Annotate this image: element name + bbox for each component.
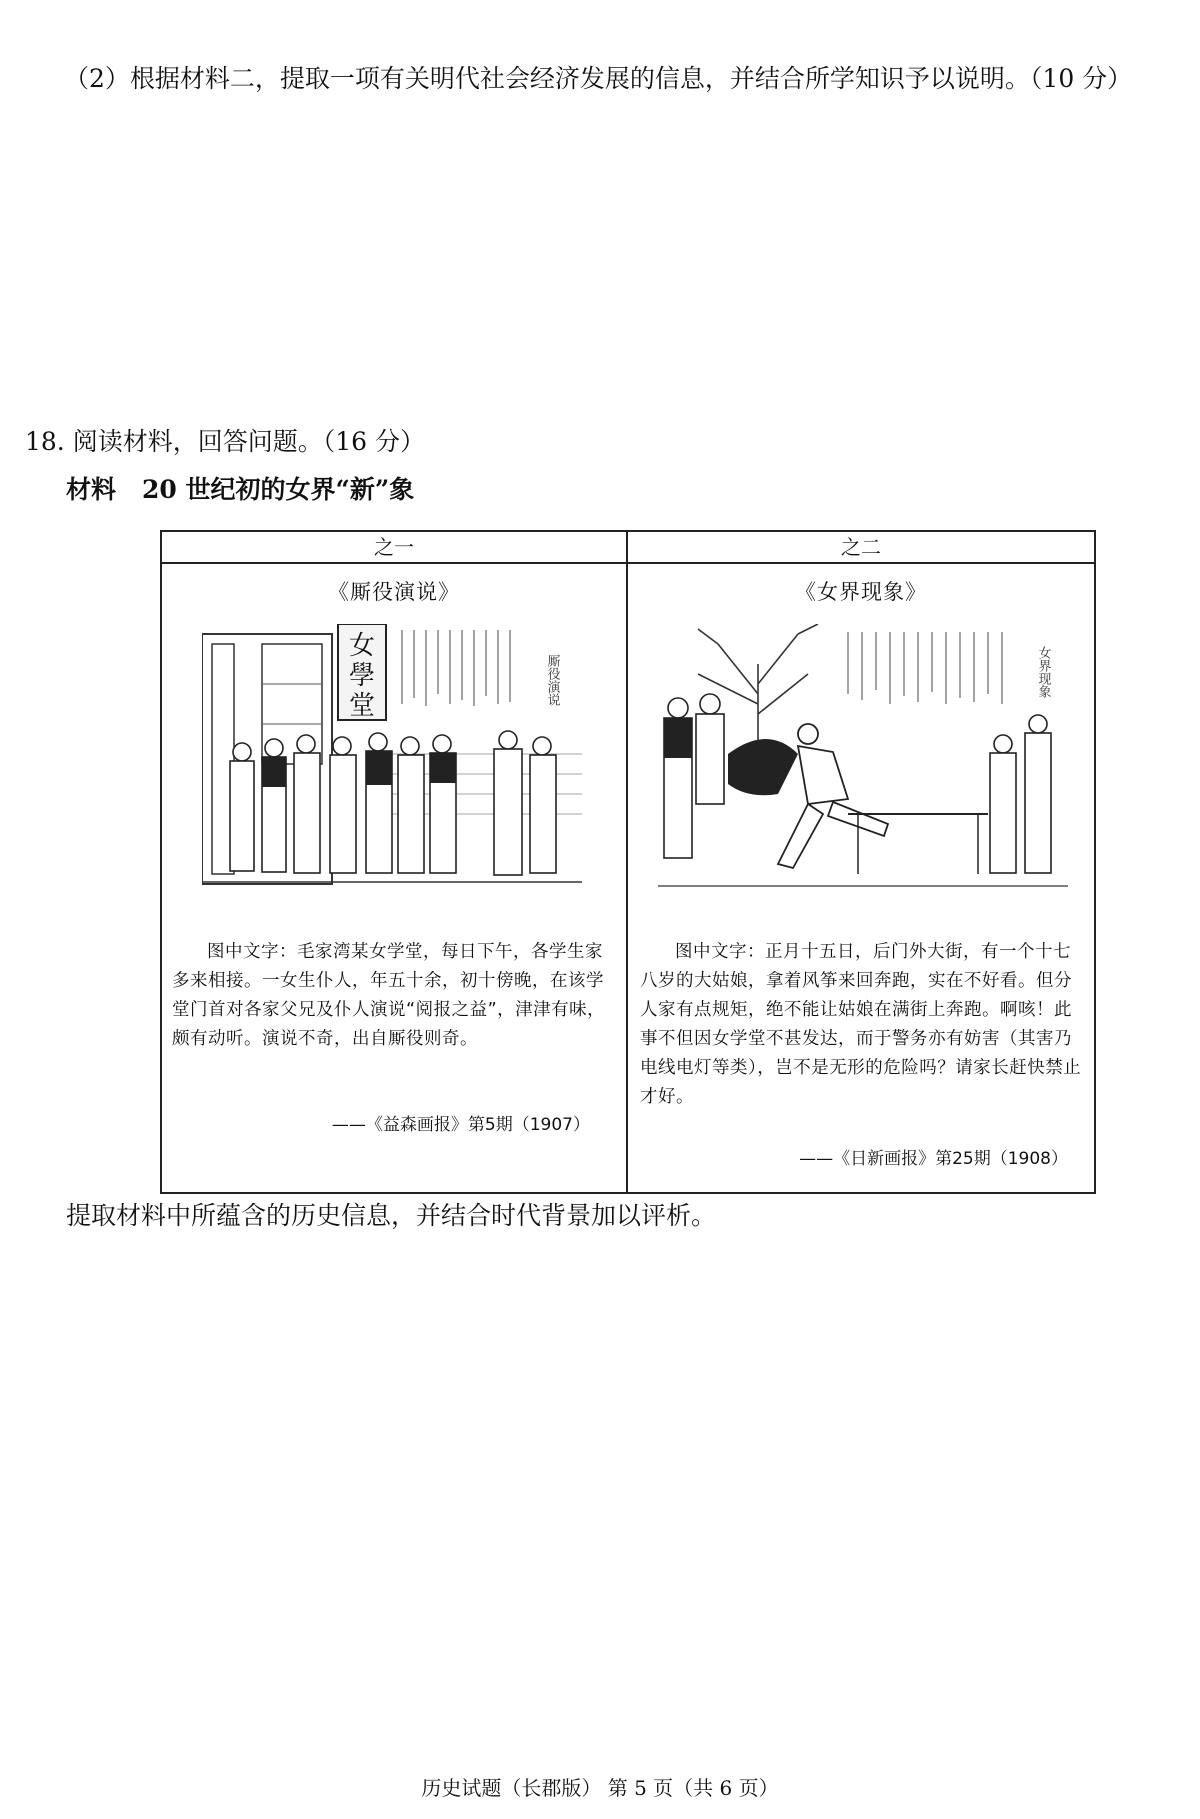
panel-2-title: 《女界现象》 bbox=[795, 580, 927, 604]
kite-girl-illustration bbox=[658, 624, 1068, 914]
panel-1-caption: 图中文字：毛家湾某女学堂，每日下午，各学生家多来相接。一女生仆人，年五十余，初十傍晚，在该学堂门首对各家父兄及仆人演说“阅报之益”，津津有味，颇有动听。演说不奇，出自厮役则奇。 bbox=[172, 942, 606, 1049]
material-panel-2 bbox=[628, 532, 1094, 1192]
panel-1-title: 《厮役演说》 bbox=[328, 580, 460, 604]
question-18-task: 提取材料中所蕴含的历史信息，并结合时代背景加以评析。 bbox=[66, 1201, 717, 1230]
picture-corner-title: 女界现象 bbox=[1035, 646, 1051, 698]
material-label: 材料 bbox=[66, 475, 117, 504]
question-17-part2: （2）根据材料二，提取一项有关明代社会经济发展的信息，并结合所学知识予以说明。（10 分） bbox=[64, 64, 1133, 93]
panel-1-header: 之一 bbox=[162, 532, 626, 564]
panel-2-caption: 图中文字：正月十五日，后门外大街，有一个十七八岁的大姑娘，拿着风筝来回奔跑，实在不好看。但分人家有点规矩，绝不能让姑娘在满街上奔跑。啊咳！此事不但因女学堂不甚发达，而于警务亦有妨害（其害乃电线电灯等类），岂不是无形的危险吗？请家长赶快禁止才好。 bbox=[640, 942, 1082, 1107]
sign-char-2: 學 bbox=[348, 661, 376, 691]
material-title bbox=[66, 473, 414, 507]
picture-corner-title: 厮役演说 bbox=[544, 654, 560, 706]
sign-char-1: 女 bbox=[348, 631, 376, 661]
servant-speech-illustration bbox=[202, 624, 582, 914]
question-18-heading: 18. 阅读材料，回答问题。（16 分） bbox=[25, 427, 425, 456]
material-topic: 20 世纪初的女界“新”象 bbox=[142, 475, 415, 504]
page-footer: 历史试题（长郡版） 第 5 页（共 6 页） bbox=[421, 1776, 779, 1800]
panel-2-header: 之二 bbox=[628, 532, 1094, 564]
panel-2-source: ——《日新画报》第25期（1908） bbox=[799, 1149, 1068, 1169]
sign-char-3: 堂 bbox=[348, 691, 376, 721]
materials-table bbox=[160, 530, 1096, 1194]
panel-1-source: ——《益森画报》第5期（1907） bbox=[331, 1115, 590, 1135]
material-panel-1 bbox=[162, 532, 628, 1192]
